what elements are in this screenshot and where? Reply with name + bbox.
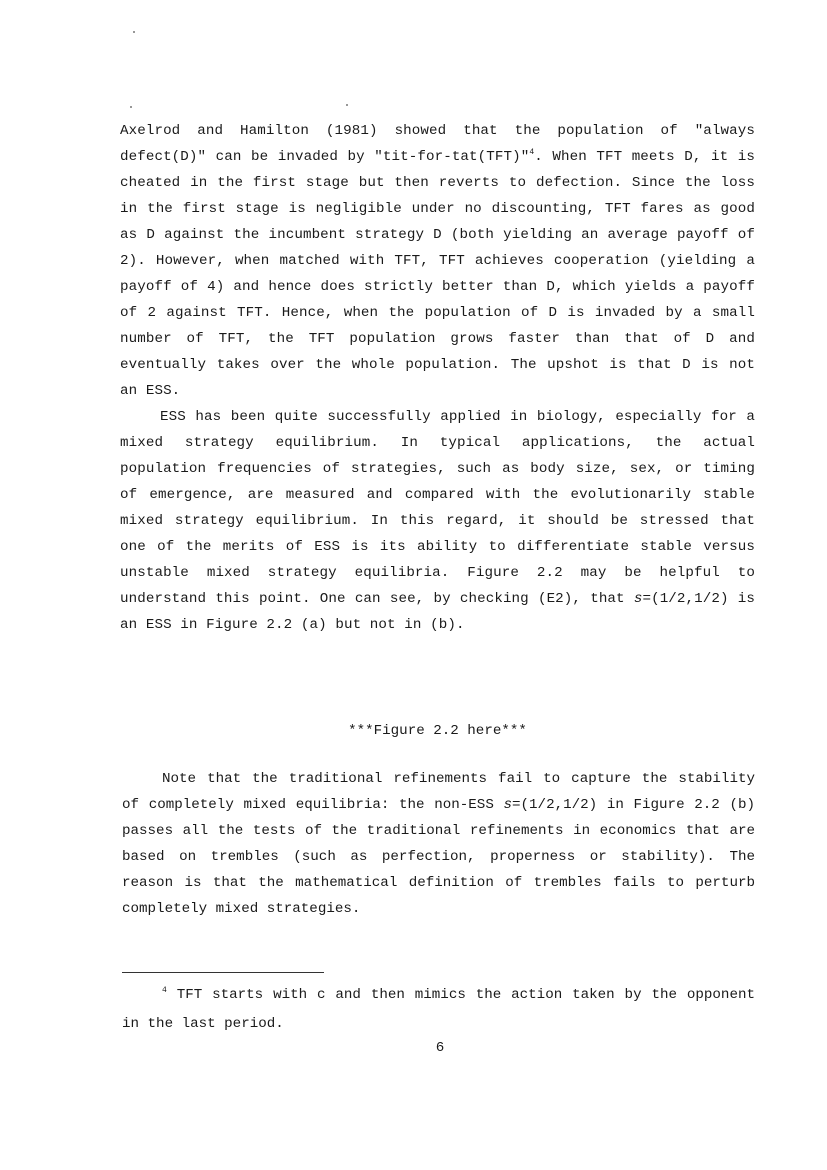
figure-placeholder: ***Figure 2.2 here*** [348,723,527,739]
paragraph-2-text-b: =(1/2,1/2) is an ESS in Figure 2.2 (a) but not in (b). [120,591,756,633]
paragraph-1-text-b: . When TFT meets D, it is cheated in the first stage but then reverts to defection. Since the loss in the first stage is negligible under no discounting, TFT fares as good as D against the incumbent strategy D (both yielding an average payoff of 2). However, when matched with TFT, TFT achieves cooperation (yielding a payoff of 4) and hence does strictly better than D, which yields a payoff of 2 against TFT. Hence, when the population of D is invaded by a small number of TFT, the TFT population grows faster than that of D and eventually takes over the whole population. The upshot is that D is not an ESS. [120,149,755,399]
paragraph-3-text-a: Note that the traditional refinements fail to capture the stability of completely mixed equilibria: the non-ESS [122,771,755,813]
footnote-mark: 4 [162,986,167,995]
paragraph-1 [120,118,755,404]
footnote-divider [122,972,324,973]
footnote-text: TFT starts with c and then mimics the action taken by the opponent in the last period. [122,987,755,1032]
scan-speck [133,31,135,33]
scan-speck [130,106,132,108]
footnote-reference: 4 [529,148,535,157]
paragraph-3-text-b: =(1/2,1/2) in Figure 2.2 (b) passes all the tests of the traditional refinements in economics that are based on trembles (such as perfection, properness or stability). The reason is that the mathematical definition of trembles fails to perturb completely mixed strategies. [122,797,755,917]
page-number: 6 [435,1040,445,1056]
footnote [122,981,755,1039]
body-text [120,118,755,638]
paragraph-1-text-a: Axelrod and Hamilton (1981) showed that the population of "always defect(D)" can be invaded by "tit-for-tat(TFT)" [120,123,755,165]
paragraph-3 [122,766,755,922]
scan-speck [346,104,348,106]
math-variable-s: s [503,797,513,813]
math-variable-s: s [633,591,643,607]
paragraph-2-text-a: ESS has been quite successfully applied in biology, especially for a mixed strategy equilibrium. In typical applications, the actual population frequencies of strategies, such as body size, sex, or timing of emergence, are measured and compared with the evolutionarily stable mixed strategy equilibrium. In this regard, it should be stressed that one of the merits of ESS is its ability to differentiate stable versus unstable mixed strategy equilibria. Figure 2.2 may be helpful to understand this point. One can see, by checking (E2), that [120,409,755,607]
paragraph-2 [120,404,755,638]
